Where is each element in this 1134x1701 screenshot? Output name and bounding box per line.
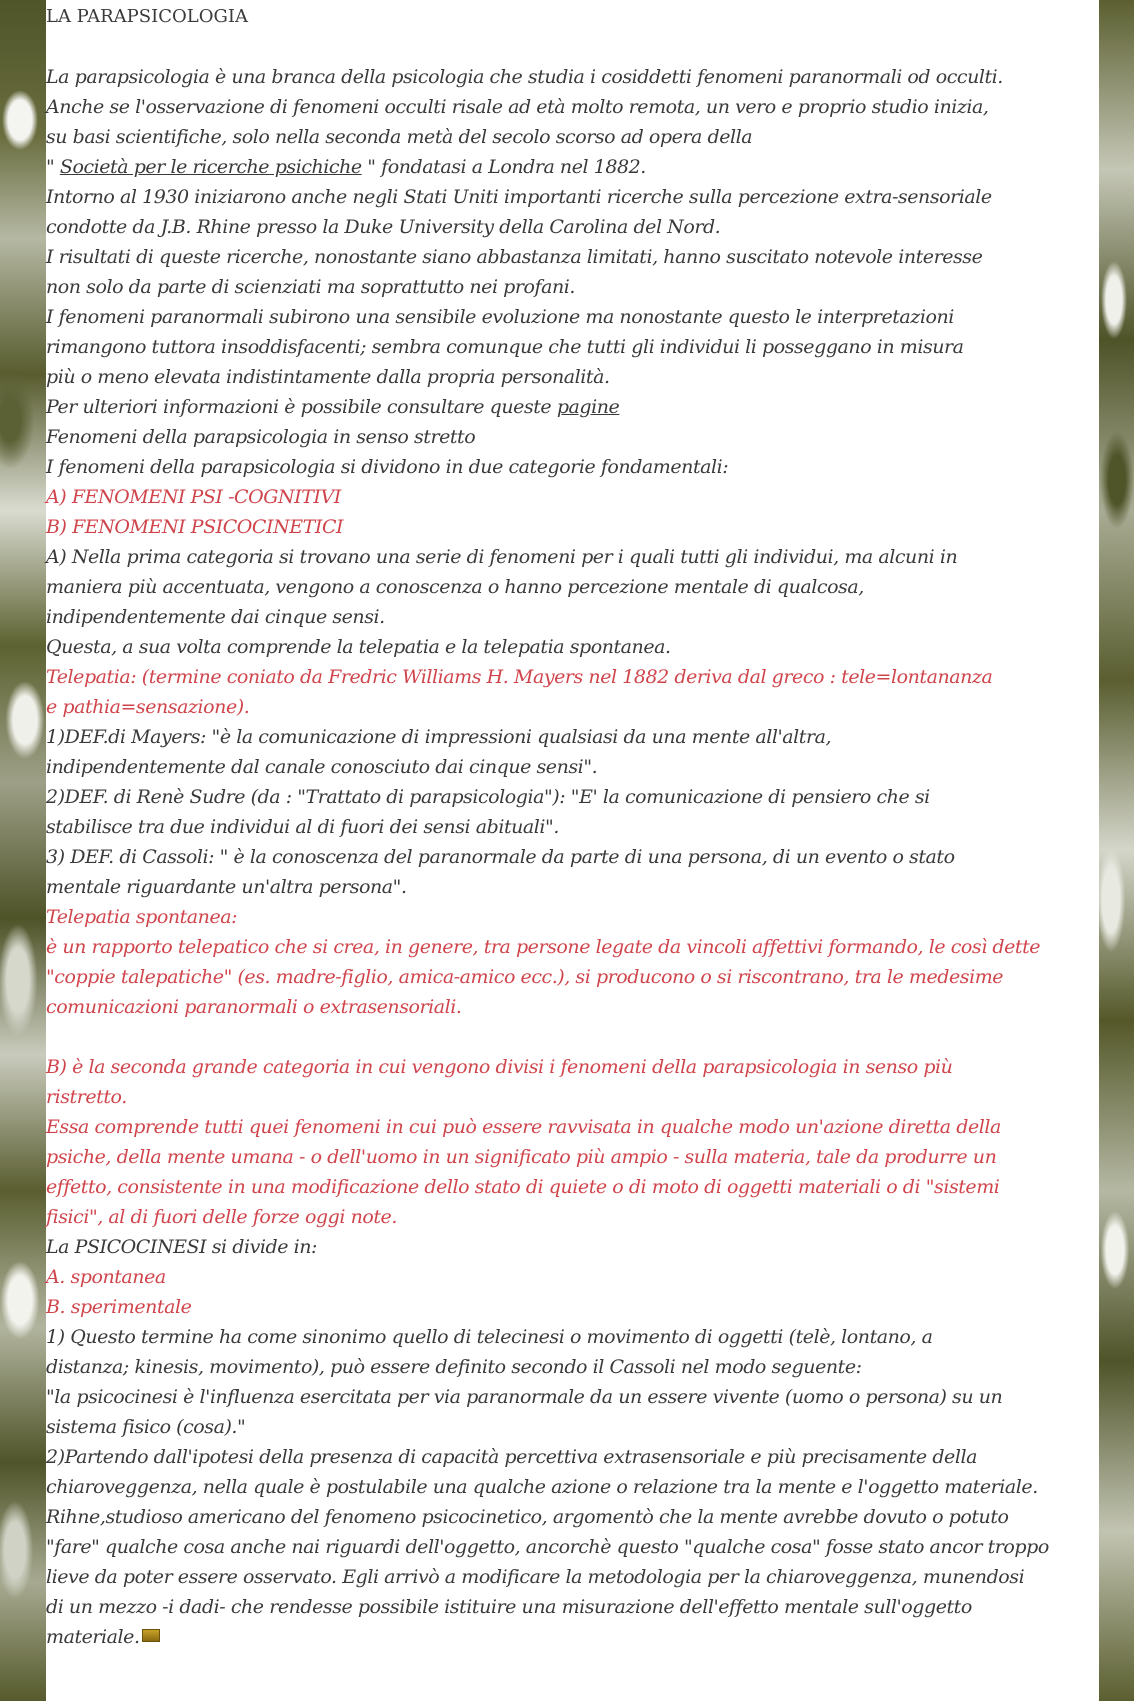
psychokinesis-line: 1) Questo termine ha come sinonimo quello di telecinesi o movimento di oggetti (telè, lontano, a bbox=[46, 1326, 933, 1348]
pages-link[interactable]: pagine bbox=[556, 396, 620, 418]
psychokinesis-type-a: A. spontanea bbox=[46, 1266, 166, 1288]
society-link[interactable]: Società per le ricerche psichiche bbox=[59, 156, 362, 178]
psychokinesis-line: sistema fisico (cosa)." bbox=[46, 1416, 246, 1438]
psychokinesis-line: di un mezzo -i dadi- che rendesse possibile istituire una misurazione dell'effetto mentale sull'oggetto bbox=[46, 1596, 972, 1618]
intro-line: condotte da J.B. Rhine presso la Duke University della Carolina del Nord. bbox=[46, 216, 721, 238]
psychokinesis-line: Rihne,studioso americano del fenomeno psicocinetico, argomentò che la mente avrebbe dovuto o potuto bbox=[46, 1506, 1009, 1528]
part-b-line: psiche, della mente umana - o dell'uomo in un significato più ampio - sulla materia, tale da produrre un bbox=[46, 1146, 997, 1168]
intro-line: I risultati di queste ricerche, nonostante siano abbastanza limitati, hanno suscitato notevole interesse bbox=[46, 246, 983, 268]
final-word: materiale. bbox=[46, 1626, 140, 1648]
intro-line: Intorno al 1930 iniziarono anche negli Stati Uniti importanti ricerche sulla percezione extra-sensoriale bbox=[46, 186, 992, 208]
intro-line: Anche se l'osservazione di fenomeni occulti risale ad età molto remota, un vero e proprio studio inizia, bbox=[46, 96, 989, 118]
part-b-line: B) è la seconda grande categoria in cui vengono divisi i fenomeni della parapsicologia in senso più bbox=[46, 1056, 953, 1078]
article-content bbox=[46, 0, 1099, 1652]
intro-line bbox=[46, 152, 1099, 182]
badge-icon bbox=[142, 1629, 160, 1642]
telepathy-definition: Telepatia: (termine coniato da Fredric Williams H. Mayers nel 1882 deriva dal greco : tele=lontananza bbox=[46, 666, 993, 688]
quote-open: " bbox=[46, 156, 60, 178]
section-line: I fenomeni della parapsicologia si dividono in due categorie fondamentali: bbox=[46, 456, 729, 478]
psychokinesis-intro: La PSICOCINESI si divide in: bbox=[46, 1236, 317, 1258]
category-b-label: B) FENOMENI PSICOCINETICI bbox=[46, 516, 344, 538]
intro-line: non solo da parte di scienziati ma soprattutto nei profani. bbox=[46, 276, 575, 298]
definition-line: 2)DEF. di Renè Sudre (da : "Trattato di parapsicologia"): "E' la comunicazione di pensiero che si bbox=[46, 786, 930, 808]
part-a-line: Questa, a sua volta comprende la telepatia e la telepatia spontanea. bbox=[46, 636, 671, 658]
telepathy-definition: e pathia=sensazione). bbox=[46, 696, 250, 718]
more-info-text: Per ulteriori informazioni è possibile consultare queste bbox=[46, 396, 557, 418]
intro-line: La parapsicologia è una branca della psicologia che studia i cosiddetti fenomeni paranormali od occulti. bbox=[46, 66, 1003, 88]
psychokinesis-line: "fare" qualche cosa anche nai riguardi dell'oggetto, ancorchè questo "qualche cosa" fosse stato ancor troppo bbox=[46, 1536, 1049, 1558]
psychokinesis-line: chiaroveggenza, nella quale è postulabile una qualche azione o relazione tra la mente e l'oggetto materiale. bbox=[46, 1476, 1038, 1498]
intro-line: I fenomeni paranormali subirono una sensibile evoluzione ma nonostante questo le interpretazioni bbox=[46, 306, 954, 328]
spontaneous-telepathy-line: comunicazioni paranormali o extrasensoriali. bbox=[46, 996, 462, 1018]
intro-line: su basi scientifiche, solo nella seconda metà del secolo scorso ad opera della bbox=[46, 126, 753, 148]
psychokinesis-line: distanza; kinesis, movimento), può essere definito secondo il Cassoli nel modo seguente: bbox=[46, 1356, 862, 1378]
page-title: LA PARAPSICOLOGIA bbox=[46, 6, 248, 27]
spontaneous-telepathy-line: è un rapporto telepatico che si crea, in genere, tra persone legate da vincoli affettivi formando, le così dette bbox=[46, 936, 1041, 958]
part-b-line: fisici", al di fuori delle forze oggi note. bbox=[46, 1206, 397, 1228]
psychokinesis-line bbox=[46, 1622, 1099, 1652]
part-b-line: ristretto. bbox=[46, 1086, 127, 1108]
category-a-label: A) FENOMENI PSI -COGNITIVI bbox=[46, 486, 341, 508]
intro-line bbox=[46, 392, 1099, 422]
part-b-line: Essa comprende tutti quei fenomeni in cui può essere ravvisata in qualche modo un'azione diretta della bbox=[46, 1116, 1001, 1138]
right-decorative-border bbox=[1099, 0, 1134, 1701]
part-a-line: maniera più accentuata, vengono a conoscenza o hanno percezione mentale di qualcosa, bbox=[46, 576, 864, 598]
left-decorative-border bbox=[0, 0, 46, 1701]
definition-line: indipendentemente dal canale conosciuto dai cinque sensi". bbox=[46, 756, 598, 778]
spacer bbox=[46, 32, 1099, 62]
psychokinesis-line: 2)Partendo dall'ipotesi della presenza di capacità percettiva extrasensoriale e più precisamente della bbox=[46, 1446, 977, 1468]
intro-line: più o meno elevata indistintamente dalla propria personalità. bbox=[46, 366, 610, 388]
spontaneous-telepathy-title: Telepatia spontanea: bbox=[46, 906, 238, 928]
definition-line: stabilisce tra due individui al di fuori dei sensi abituali". bbox=[46, 816, 559, 838]
spontaneous-telepathy-line: "coppie talepatiche" (es. madre-figlio, amica-amico ecc.), si producono o si riscontrano, tra le medesime bbox=[46, 966, 1004, 988]
psychokinesis-type-b: B. sperimentale bbox=[46, 1296, 192, 1318]
psychokinesis-line: "la psicocinesi è l'influenza esercitata per via paranormale da un essere vivente (uomo o persona) su un bbox=[46, 1386, 1003, 1408]
spacer bbox=[46, 1022, 1099, 1052]
definition-line: 1)DEF.di Mayers: "è la comunicazione di impressioni qualsiasi da una mente all'altra, bbox=[46, 726, 832, 748]
definition-line: 3) DEF. di Cassoli: " è la conoscenza del paranormale da parte di una persona, di un evento o stato bbox=[46, 846, 955, 868]
part-a-line: A) Nella prima categoria si trovano una serie di fenomeni per i quali tutti gli individui, ma alcuni in bbox=[46, 546, 958, 568]
section-heading: Fenomeni della parapsicologia in senso stretto bbox=[46, 426, 476, 448]
definition-line: mentale riguardante un'altra persona". bbox=[46, 876, 407, 898]
part-a-line: indipendentemente dai cinque sensi. bbox=[46, 606, 385, 628]
part-b-line: effetto, consistente in una modificazione dello stato di quiete o di moto di oggetti materiali o di "sistemi bbox=[46, 1176, 1000, 1198]
society-suffix: " fondatasi a Londra nel 1882. bbox=[361, 156, 646, 178]
psychokinesis-line: lieve da poter essere osservato. Egli arrivò a modificare la metodologia per la chiaroveggenza, munendosi bbox=[46, 1566, 1025, 1588]
intro-line: rimangono tuttora insoddisfacenti; sembra comunque che tutti gli individui li posseggano in misura bbox=[46, 336, 964, 358]
